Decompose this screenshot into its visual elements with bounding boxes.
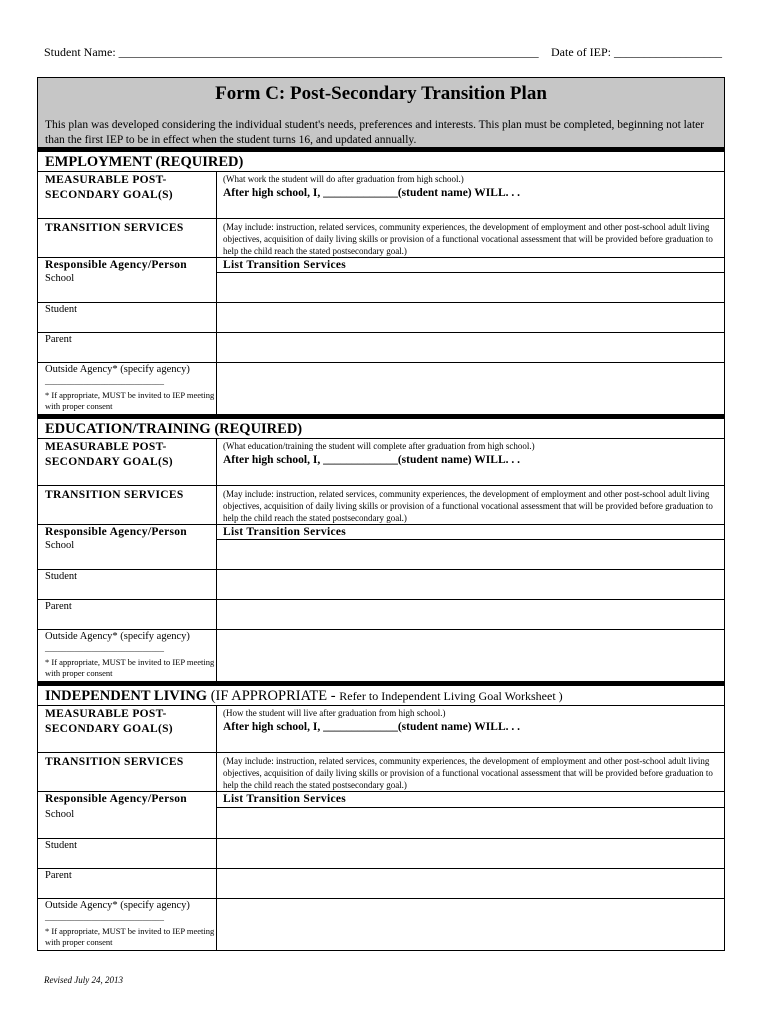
rule	[38, 629, 724, 630]
education-goal-label: MEASURABLE POST-SECONDARY GOAL(S)	[45, 441, 173, 468]
independent-services-label: TRANSITION SERVICES	[45, 756, 184, 768]
employment-fine-note: * If appropriate, MUST be invited to IEP meeting with proper consent	[45, 390, 215, 411]
rule	[216, 539, 724, 540]
employment-row-parent: Parent	[45, 334, 72, 345]
rule	[38, 752, 724, 753]
education-services-label: TRANSITION SERVICES	[45, 489, 184, 501]
education-row-school: School	[45, 540, 75, 551]
form-intro: This plan was developed considering the individual student's needs, preferences and interests. This plan must be completed, beginning not later than the first IEP to be in effect when the student turns 16, and updated annually.	[45, 119, 705, 146]
independent-fine-note: * If appropriate, MUST be invited to IEP meeting with proper consent	[45, 926, 215, 947]
independent-row-student: Student	[45, 840, 78, 851]
column-divider	[216, 705, 217, 951]
education-row-student: Student	[45, 571, 78, 582]
rule	[38, 218, 724, 219]
employment-goal-label: MEASURABLE POST-SECONDARY GOAL(S)	[45, 174, 173, 201]
column-divider	[216, 171, 217, 414]
independent-goal-input[interactable]: After high school, I, _____________(student name) WILL. . .	[223, 721, 520, 733]
employment-row-outside-agency: Outside Agency* (specify agency)	[45, 364, 190, 375]
rule	[38, 705, 724, 706]
rule	[38, 569, 724, 570]
employment-row-school: School	[45, 273, 75, 284]
title-box	[38, 78, 724, 147]
revised-date: Revised July 24, 2013	[44, 975, 123, 985]
employment-fine-line: ____________________________	[45, 376, 164, 386]
employment-list-label: List Transition Services	[223, 259, 347, 271]
form-frame	[37, 77, 725, 951]
independent-services-note: (May include: instruction, related services, community experiences, the development of employment and other post-school adult living objectives, acquisition of daily living skills or provision of a functional vocational assessment that will be provided before graduation to help the child reach the stated postsecondary goal.)	[223, 756, 713, 790]
employment-title: EMPLOYMENT (REQUIRED)	[45, 154, 244, 170]
independent-row-outside-agency: Outside Agency* (specify agency)	[45, 900, 190, 911]
section-divider	[38, 147, 724, 152]
independent-row-parent: Parent	[45, 870, 72, 881]
rule	[38, 898, 724, 899]
independent-row-school: School	[45, 809, 75, 820]
independent-goal-note: (How the student will live after graduation from high school.)	[223, 708, 446, 718]
rule	[38, 332, 724, 333]
education-goal-input[interactable]: After high school, I, _____________(student name) WILL. . .	[223, 454, 520, 466]
rule	[216, 807, 724, 808]
form-title: Form C: Post-Secondary Transition Plan	[215, 83, 547, 104]
education-row-parent: Parent	[45, 601, 72, 612]
education-goal-note: (What education/training the student will complete after graduation from high school.)	[223, 441, 535, 451]
section-divider	[38, 681, 724, 686]
education-row-outside-agency: Outside Agency* (specify agency)	[45, 631, 190, 642]
employment-row-student: Student	[45, 304, 78, 315]
independent-agency-label: Responsible Agency/Person	[45, 793, 187, 805]
section-divider	[38, 414, 724, 419]
rule	[38, 838, 724, 839]
independent-title-ref: Refer to Independent Living Goal Worksheet )	[339, 689, 563, 703]
independent-title	[45, 688, 563, 705]
rule	[38, 868, 724, 869]
independent-fine-line: ____________________________	[45, 912, 164, 922]
employment-goal-input[interactable]: After high school, I, _____________(student name) WILL. . .	[223, 187, 520, 199]
student-name-field[interactable]: Student Name: ______________________________________________________________________	[44, 45, 539, 59]
employment-goal-note: (What work the student will do after graduation from high school.)	[223, 174, 464, 184]
rule	[38, 171, 724, 172]
independent-goal-label: MEASURABLE POST-SECONDARY GOAL(S)	[45, 708, 173, 735]
independent-title-main: INDEPENDENT LIVING	[45, 688, 208, 704]
employment-agency-label: Responsible Agency/Person	[45, 259, 187, 271]
rule	[38, 485, 724, 486]
rule	[38, 599, 724, 600]
rule	[38, 438, 724, 439]
page-header	[44, 45, 722, 60]
independent-list-label: List Transition Services	[223, 793, 347, 805]
education-fine-note: * If appropriate, MUST be invited to IEP meeting with proper consent	[45, 657, 215, 678]
education-title: EDUCATION/TRAINING (REQUIRED)	[45, 421, 303, 437]
independent-title-paren: (IF APPROPRIATE -	[210, 688, 336, 704]
rule	[38, 302, 724, 303]
education-fine-line: ____________________________	[45, 643, 164, 653]
column-divider	[216, 438, 217, 681]
education-agency-label: Responsible Agency/Person	[45, 526, 187, 538]
rule	[38, 362, 724, 363]
education-services-note: (May include: instruction, related services, community experiences, the development of employment and other post-school adult living objectives, acquisition of daily living skills or provision of a functional vocational assessment that will be provided before graduation to help the child reach the stated postsecondary goal.)	[223, 489, 713, 523]
education-list-label: List Transition Services	[223, 526, 347, 538]
date-of-iep-field[interactable]: Date of IEP: __________________	[551, 45, 722, 59]
employment-services-note: (May include: instruction, related services, community experiences, the development of employment and other post-school adult living objectives, acquisition of daily living skills or provision of a functional vocational assessment that will be provided before graduation to help the child reach the stated postsecondary goal.)	[223, 222, 713, 256]
rule	[216, 272, 724, 273]
employment-services-label: TRANSITION SERVICES	[45, 222, 184, 234]
